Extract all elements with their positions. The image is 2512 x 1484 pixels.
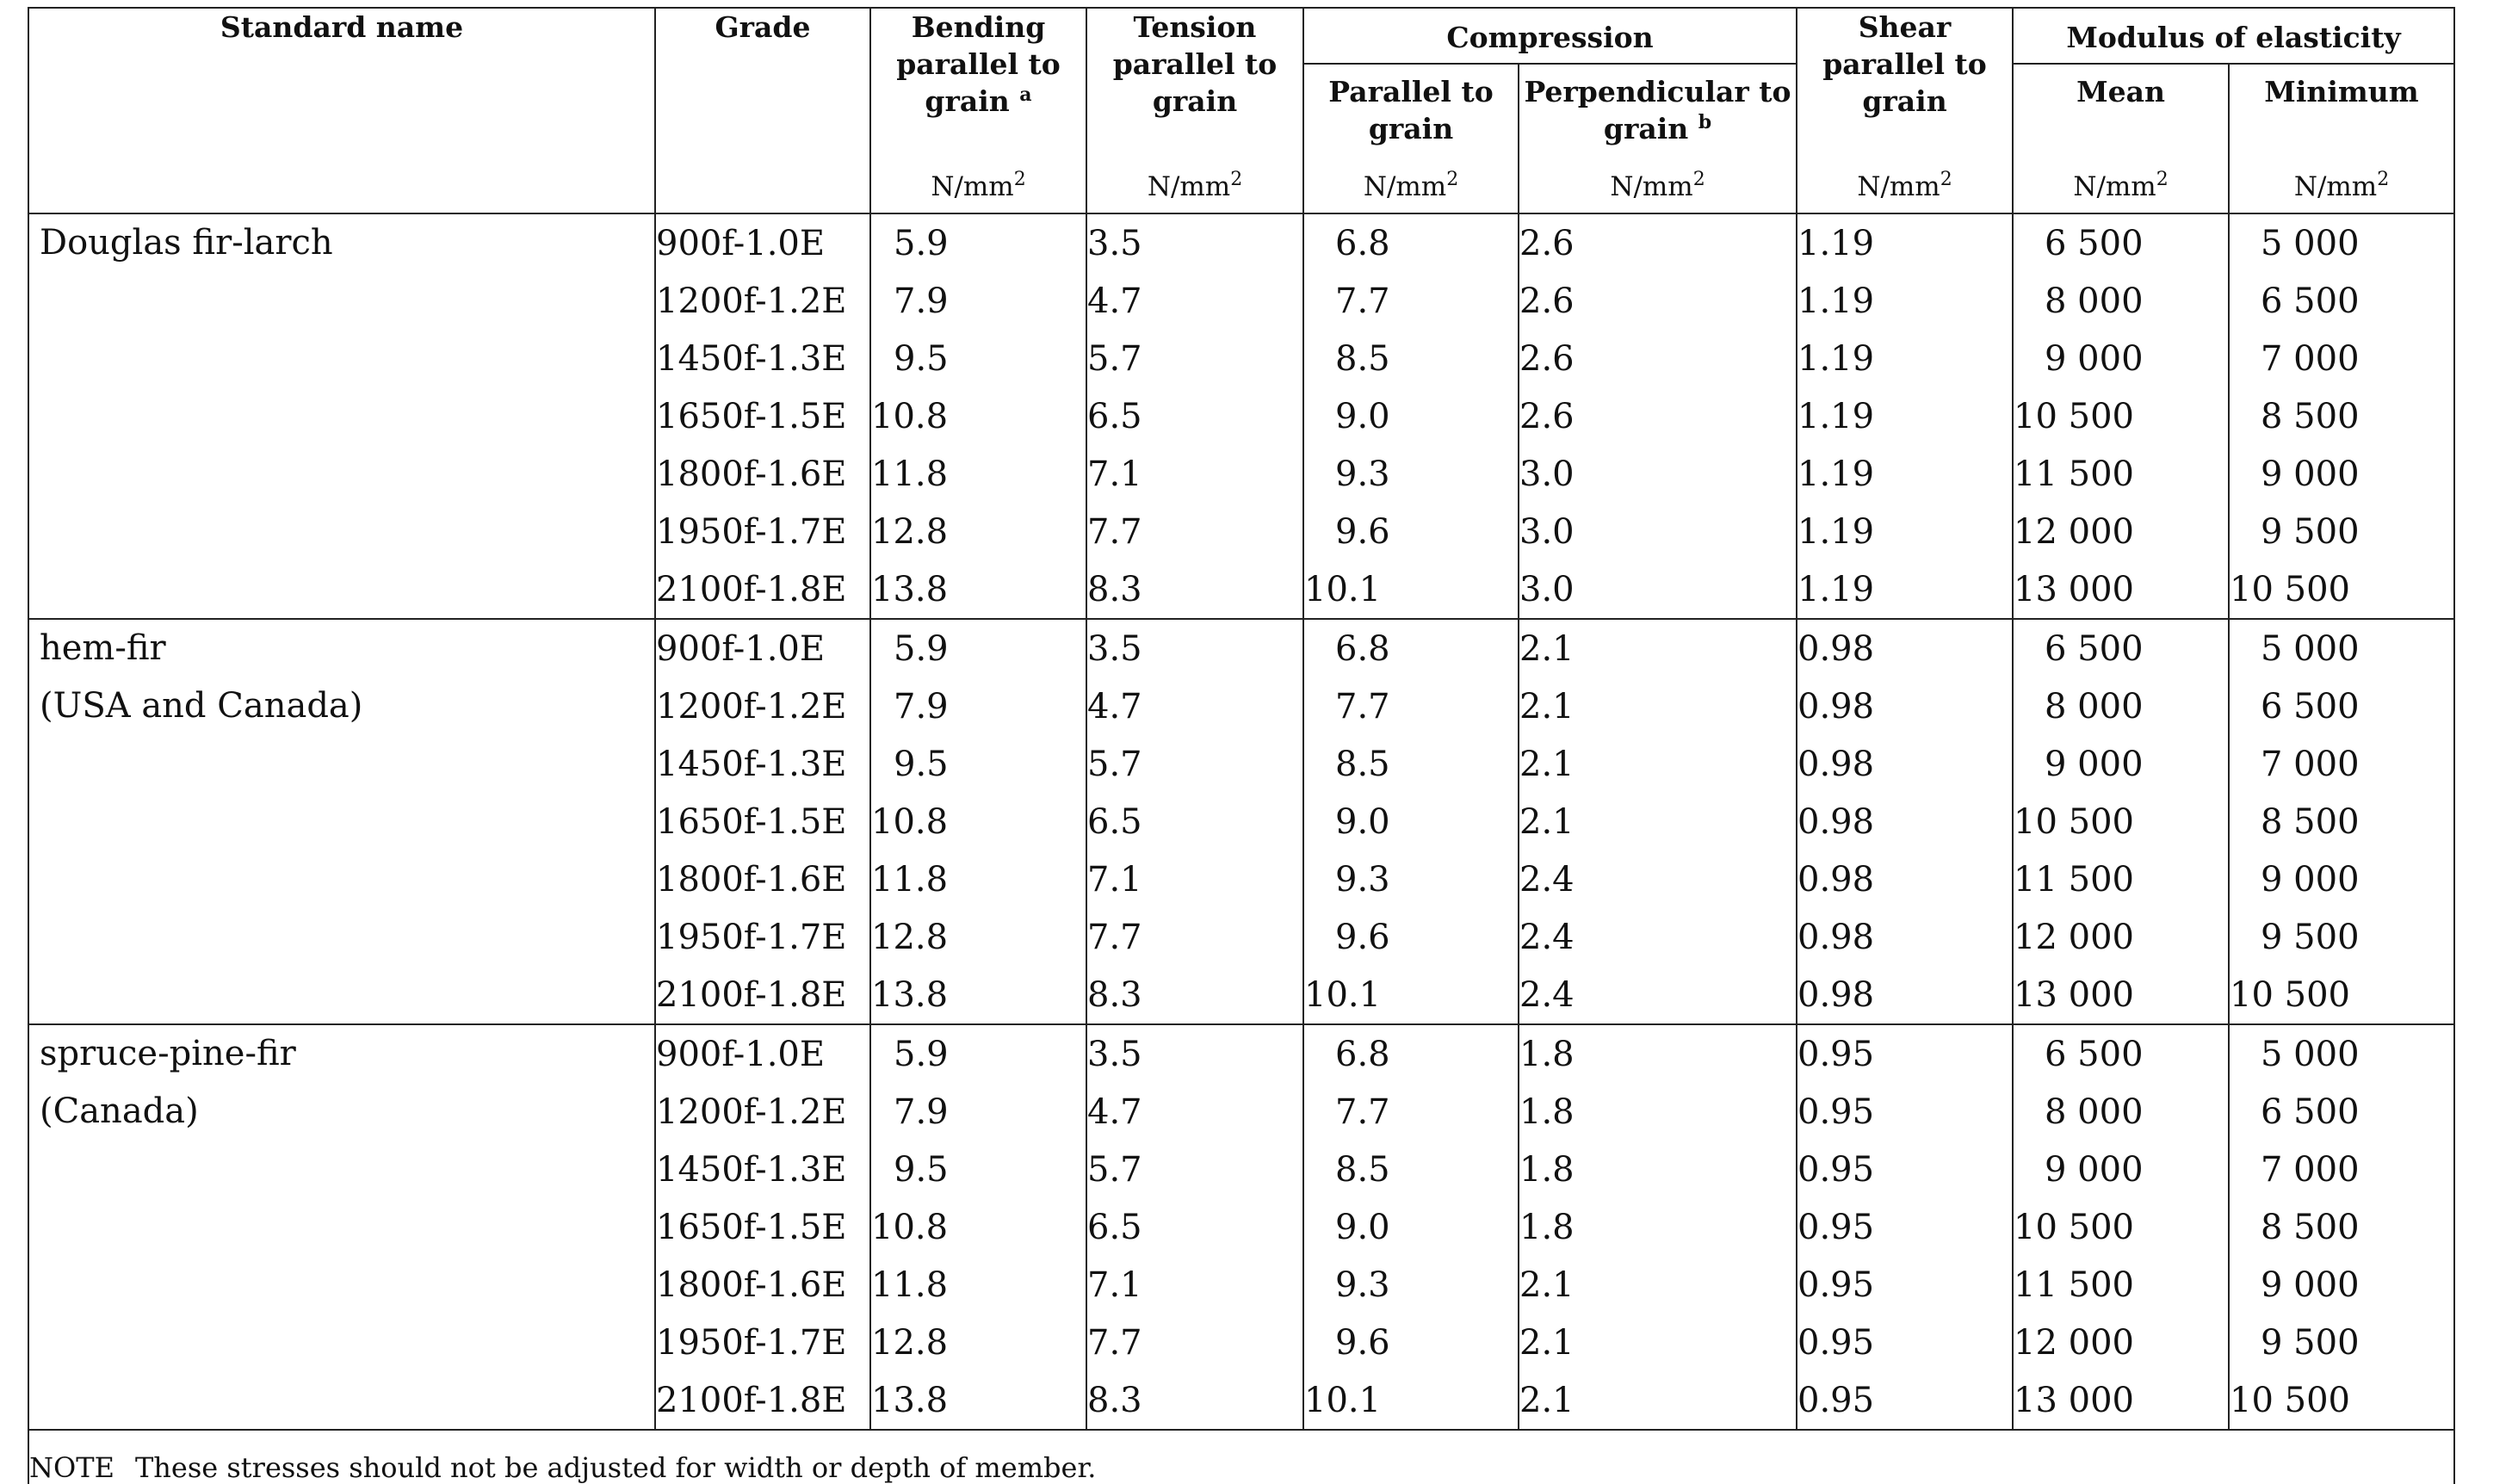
- cell-bending: 5.9: [870, 619, 1086, 677]
- standard-name-line: hem-fir: [40, 628, 166, 668]
- unit-cell-blank: [655, 161, 870, 213]
- cell-bending: 9.5: [870, 735, 1086, 793]
- cell-shear: 0.98: [1797, 908, 2013, 966]
- cell-comp-parallel: 9.6: [1303, 503, 1519, 560]
- cell-comp-perpendicular: 2.6: [1519, 213, 1797, 272]
- col-header-comp-parallel: Parallel to grain: [1303, 64, 1519, 161]
- cell-grade: 1800f-1.6E: [655, 1256, 870, 1314]
- cell-shear: 0.98: [1797, 793, 2013, 850]
- cell-mod-minimum: 9 000: [2229, 850, 2454, 908]
- table-body: [28, 213, 2454, 1430]
- cell-mod-mean: 13 000: [2013, 1371, 2229, 1430]
- cell-bending: 5.9: [870, 1024, 1086, 1083]
- cell-bending: 12.8: [870, 1314, 1086, 1371]
- cell-bending: 9.5: [870, 1141, 1086, 1198]
- unit-cell: $N/mm^2$: [1797, 161, 2013, 213]
- cell-grade: 1650f-1.5E: [655, 387, 870, 445]
- cell-comp-perpendicular: 2.1: [1519, 1371, 1797, 1430]
- unit-cell: $N/mm^2$: [2013, 161, 2229, 213]
- cell-shear: 0.98: [1797, 619, 2013, 677]
- cell-mod-minimum: 9 500: [2229, 908, 2454, 966]
- cell-tension: 4.7: [1086, 677, 1303, 735]
- cell-bending: 11.8: [870, 1256, 1086, 1314]
- cell-mod-mean: 10 500: [2013, 1198, 2229, 1256]
- cell-mod-minimum: 9 500: [2229, 503, 2454, 560]
- cell-mod-minimum: 9 000: [2229, 1256, 2454, 1314]
- cell-comp-perpendicular: 2.1: [1519, 1256, 1797, 1314]
- cell-comp-perpendicular: 2.4: [1519, 966, 1797, 1024]
- cell-grade: 1950f-1.7E: [655, 503, 870, 560]
- table-row: [28, 1024, 2454, 1083]
- cell-comp-parallel: 10.1: [1303, 966, 1519, 1024]
- cell-grade: 2100f-1.8E: [655, 560, 870, 619]
- cell-tension: 5.7: [1086, 330, 1303, 387]
- cell-shear: 0.95: [1797, 1141, 2013, 1198]
- cell-comp-perpendicular: 3.0: [1519, 445, 1797, 503]
- cell-mod-mean: 8 000: [2013, 1083, 2229, 1141]
- cell-grade: 1200f-1.2E: [655, 272, 870, 330]
- cell-mod-minimum: 10 500: [2229, 966, 2454, 1024]
- cell-comp-parallel: 9.3: [1303, 1256, 1519, 1314]
- cell-shear: 1.19: [1797, 330, 2013, 387]
- cell-grade: 2100f-1.8E: [655, 1371, 870, 1430]
- cell-comp-perpendicular: 2.1: [1519, 619, 1797, 677]
- cell-bending: 13.8: [870, 560, 1086, 619]
- col-header-shear: Shear parallel to grain: [1797, 8, 2013, 161]
- table-row: [28, 213, 2454, 272]
- col-header-mod-mean: Mean: [2013, 64, 2229, 161]
- cell-tension: 7.7: [1086, 503, 1303, 560]
- cell-comp-perpendicular: 2.4: [1519, 850, 1797, 908]
- cell-grade: 2100f-1.8E: [655, 966, 870, 1024]
- cell-shear: 0.95: [1797, 1371, 2013, 1430]
- cell-tension: 7.1: [1086, 1256, 1303, 1314]
- cell-mod-minimum: 7 000: [2229, 330, 2454, 387]
- cell-shear: 0.95: [1797, 1198, 2013, 1256]
- unit-cell: $N/mm^2$: [1086, 161, 1303, 213]
- cell-mod-minimum: 9 000: [2229, 445, 2454, 503]
- cell-comp-perpendicular: 2.6: [1519, 272, 1797, 330]
- standard-name-line: (Canada): [40, 1091, 199, 1131]
- cell-bending: 7.9: [870, 677, 1086, 735]
- cell-comp-perpendicular: 1.8: [1519, 1024, 1797, 1083]
- cell-shear: 1.19: [1797, 445, 2013, 503]
- cell-comp-parallel: 10.1: [1303, 1371, 1519, 1430]
- cell-shear: 0.95: [1797, 1083, 2013, 1141]
- cell-mod-mean: 13 000: [2013, 966, 2229, 1024]
- cell-comp-perpendicular: 2.6: [1519, 387, 1797, 445]
- cell-comp-parallel: 10.1: [1303, 560, 1519, 619]
- standard-name-cell: [28, 213, 655, 619]
- standard-name-cell: [28, 619, 655, 1024]
- cell-grade: 1950f-1.7E: [655, 908, 870, 966]
- cell-mod-mean: 13 000: [2013, 560, 2229, 619]
- cell-bending: 5.9: [870, 213, 1086, 272]
- cell-comp-perpendicular: 3.0: [1519, 503, 1797, 560]
- cell-tension: 6.5: [1086, 1198, 1303, 1256]
- cell-mod-mean: 11 500: [2013, 850, 2229, 908]
- cell-mod-minimum: 9 500: [2229, 1314, 2454, 1371]
- cell-shear: 1.19: [1797, 560, 2013, 619]
- cell-shear: 1.19: [1797, 272, 2013, 330]
- cell-mod-mean: 8 000: [2013, 677, 2229, 735]
- cell-bending: 11.8: [870, 850, 1086, 908]
- cell-comp-perpendicular: 1.8: [1519, 1141, 1797, 1198]
- cell-mod-mean: 9 000: [2013, 735, 2229, 793]
- footnote-marker-b: b: [1698, 111, 1712, 133]
- cell-shear: 0.98: [1797, 735, 2013, 793]
- cell-tension: 8.3: [1086, 966, 1303, 1024]
- cell-grade: 900f-1.0E: [655, 619, 870, 677]
- cell-mod-mean: 11 500: [2013, 1256, 2229, 1314]
- cell-comp-perpendicular: 1.8: [1519, 1198, 1797, 1256]
- cell-comp-perpendicular: 1.8: [1519, 1083, 1797, 1141]
- cell-mod-mean: 9 000: [2013, 330, 2229, 387]
- cell-comp-parallel: 9.3: [1303, 445, 1519, 503]
- note-text: These stresses should not be adjusted for width or depth of member.: [134, 1451, 1097, 1484]
- cell-tension: 4.7: [1086, 272, 1303, 330]
- cell-bending: 13.8: [870, 966, 1086, 1024]
- cell-shear: 1.19: [1797, 213, 2013, 272]
- cell-comp-parallel: 9.0: [1303, 793, 1519, 850]
- cell-mod-minimum: 6 500: [2229, 272, 2454, 330]
- cell-mod-minimum: 7 000: [2229, 1141, 2454, 1198]
- cell-grade: 1450f-1.3E: [655, 330, 870, 387]
- cell-shear: 0.95: [1797, 1314, 2013, 1371]
- cell-tension: 6.5: [1086, 793, 1303, 850]
- note-label: NOTE: [29, 1451, 114, 1484]
- cell-grade: 1800f-1.6E: [655, 850, 870, 908]
- cell-grade: 1200f-1.2E: [655, 1083, 870, 1141]
- cell-comp-perpendicular: 2.1: [1519, 793, 1797, 850]
- cell-bending: 10.8: [870, 387, 1086, 445]
- cell-grade: 900f-1.0E: [655, 1024, 870, 1083]
- cell-shear: 0.98: [1797, 850, 2013, 908]
- standard-name-line: Douglas fir-larch: [40, 223, 333, 263]
- cell-mod-mean: 6 500: [2013, 213, 2229, 272]
- timber-stress-table: [28, 7, 2455, 1484]
- col-header-comp-perpendicular: Perpendicular to grain $^b$: [1519, 64, 1797, 161]
- cell-mod-minimum: 10 500: [2229, 560, 2454, 619]
- cell-comp-parallel: 7.7: [1303, 677, 1519, 735]
- cell-mod-mean: 9 000: [2013, 1141, 2229, 1198]
- col-header-grade: Grade: [655, 8, 870, 161]
- cell-mod-mean: 12 000: [2013, 908, 2229, 966]
- cell-comp-perpendicular: 2.4: [1519, 908, 1797, 966]
- units-row: [28, 161, 2454, 213]
- cell-tension: 3.5: [1086, 1024, 1303, 1083]
- cell-grade: 1650f-1.5E: [655, 793, 870, 850]
- cell-grade: 1450f-1.3E: [655, 1141, 870, 1198]
- cell-comp-parallel: 8.5: [1303, 735, 1519, 793]
- cell-bending: 7.9: [870, 272, 1086, 330]
- cell-bending: 10.8: [870, 1198, 1086, 1256]
- cell-comp-parallel: 9.0: [1303, 1198, 1519, 1256]
- cell-tension: 5.7: [1086, 735, 1303, 793]
- cell-comp-parallel: 8.5: [1303, 330, 1519, 387]
- cell-tension: 7.1: [1086, 850, 1303, 908]
- cell-grade: 1450f-1.3E: [655, 735, 870, 793]
- cell-comp-parallel: 9.6: [1303, 908, 1519, 966]
- cell-mod-minimum: 5 000: [2229, 213, 2454, 272]
- cell-bending: 12.8: [870, 503, 1086, 560]
- cell-mod-minimum: 7 000: [2229, 735, 2454, 793]
- standard-name-cell: [28, 1024, 655, 1430]
- note-row: [28, 1430, 2454, 1484]
- cell-mod-minimum: 8 500: [2229, 387, 2454, 445]
- cell-shear: 1.19: [1797, 503, 2013, 560]
- cell-grade: 1950f-1.7E: [655, 1314, 870, 1371]
- cell-shear: 0.95: [1797, 1256, 2013, 1314]
- cell-mod-mean: 12 000: [2013, 1314, 2229, 1371]
- cell-bending: 12.8: [870, 908, 1086, 966]
- cell-mod-mean: 6 500: [2013, 619, 2229, 677]
- cell-bending: 11.8: [870, 445, 1086, 503]
- cell-comp-parallel: 6.8: [1303, 1024, 1519, 1083]
- cell-shear: 1.19: [1797, 387, 2013, 445]
- cell-comp-parallel: 7.7: [1303, 272, 1519, 330]
- cell-grade: 1200f-1.2E: [655, 677, 870, 735]
- cell-comp-parallel: 7.7: [1303, 1083, 1519, 1141]
- cell-comp-parallel: 9.3: [1303, 850, 1519, 908]
- cell-tension: 3.5: [1086, 213, 1303, 272]
- cell-shear: 0.98: [1797, 966, 2013, 1024]
- cell-grade: 1800f-1.6E: [655, 445, 870, 503]
- col-header-bending: Bending parallel to grain $^a$: [870, 8, 1086, 161]
- cell-tension: 4.7: [1086, 1083, 1303, 1141]
- cell-mod-mean: 10 500: [2013, 793, 2229, 850]
- unit-cell: $N/mm^2$: [1519, 161, 1797, 213]
- table-row: [28, 619, 2454, 677]
- cell-mod-minimum: 8 500: [2229, 1198, 2454, 1256]
- cell-mod-minimum: 6 500: [2229, 677, 2454, 735]
- col-header-mod-minimum: Minimum: [2229, 64, 2454, 161]
- cell-comp-perpendicular: 2.1: [1519, 677, 1797, 735]
- footnote-marker-a: a: [1019, 83, 1032, 106]
- cell-bending: 13.8: [870, 1371, 1086, 1430]
- unit-cell: $N/mm^2$: [870, 161, 1086, 213]
- cell-comp-parallel: 6.8: [1303, 619, 1519, 677]
- cell-mod-mean: 12 000: [2013, 503, 2229, 560]
- unit-cell: $N/mm^2$: [1303, 161, 1519, 213]
- standard-name-line: (USA and Canada): [40, 686, 363, 726]
- cell-comp-perpendicular: 2.1: [1519, 735, 1797, 793]
- cell-tension: 6.5: [1086, 387, 1303, 445]
- cell-mod-mean: 10 500: [2013, 387, 2229, 445]
- cell-bending: 9.5: [870, 330, 1086, 387]
- cell-grade: 900f-1.0E: [655, 213, 870, 272]
- cell-tension: 3.5: [1086, 619, 1303, 677]
- stress-table-sheet: [28, 7, 2453, 1484]
- unit-cell-blank: [28, 161, 655, 213]
- cell-tension: 7.7: [1086, 908, 1303, 966]
- standard-name-line: spruce-pine-fir: [40, 1034, 296, 1073]
- cell-bending: 7.9: [870, 1083, 1086, 1141]
- cell-comp-parallel: 8.5: [1303, 1141, 1519, 1198]
- col-header-compression: Compression: [1303, 8, 1797, 64]
- cell-mod-minimum: 5 000: [2229, 1024, 2454, 1083]
- unit-cell: $N/mm^2$: [2229, 161, 2454, 213]
- cell-tension: 8.3: [1086, 560, 1303, 619]
- cell-comp-perpendicular: 2.6: [1519, 330, 1797, 387]
- cell-mod-minimum: 6 500: [2229, 1083, 2454, 1141]
- cell-comp-perpendicular: 2.1: [1519, 1314, 1797, 1371]
- col-header-modulus: Modulus of elasticity: [2013, 8, 2454, 64]
- cell-comp-parallel: 6.8: [1303, 213, 1519, 272]
- cell-grade: 1650f-1.5E: [655, 1198, 870, 1256]
- note-cell: [28, 1430, 2454, 1484]
- cell-mod-minimum: 8 500: [2229, 793, 2454, 850]
- cell-shear: 0.95: [1797, 1024, 2013, 1083]
- cell-tension: 7.7: [1086, 1314, 1303, 1371]
- cell-bending: 10.8: [870, 793, 1086, 850]
- cell-shear: 0.98: [1797, 677, 2013, 735]
- cell-mod-mean: 8 000: [2013, 272, 2229, 330]
- cell-tension: 5.7: [1086, 1141, 1303, 1198]
- cell-mod-minimum: 5 000: [2229, 619, 2454, 677]
- cell-comp-perpendicular: 3.0: [1519, 560, 1797, 619]
- cell-mod-mean: 11 500: [2013, 445, 2229, 503]
- cell-tension: 8.3: [1086, 1371, 1303, 1430]
- cell-mod-minimum: 10 500: [2229, 1371, 2454, 1430]
- cell-comp-parallel: 9.6: [1303, 1314, 1519, 1371]
- col-header-standard-name: Standard name: [28, 8, 655, 161]
- table-header: [28, 8, 2454, 213]
- cell-mod-mean: 6 500: [2013, 1024, 2229, 1083]
- cell-comp-parallel: 9.0: [1303, 387, 1519, 445]
- cell-tension: 7.1: [1086, 445, 1303, 503]
- col-header-tension: Tension parallel to grain: [1086, 8, 1303, 161]
